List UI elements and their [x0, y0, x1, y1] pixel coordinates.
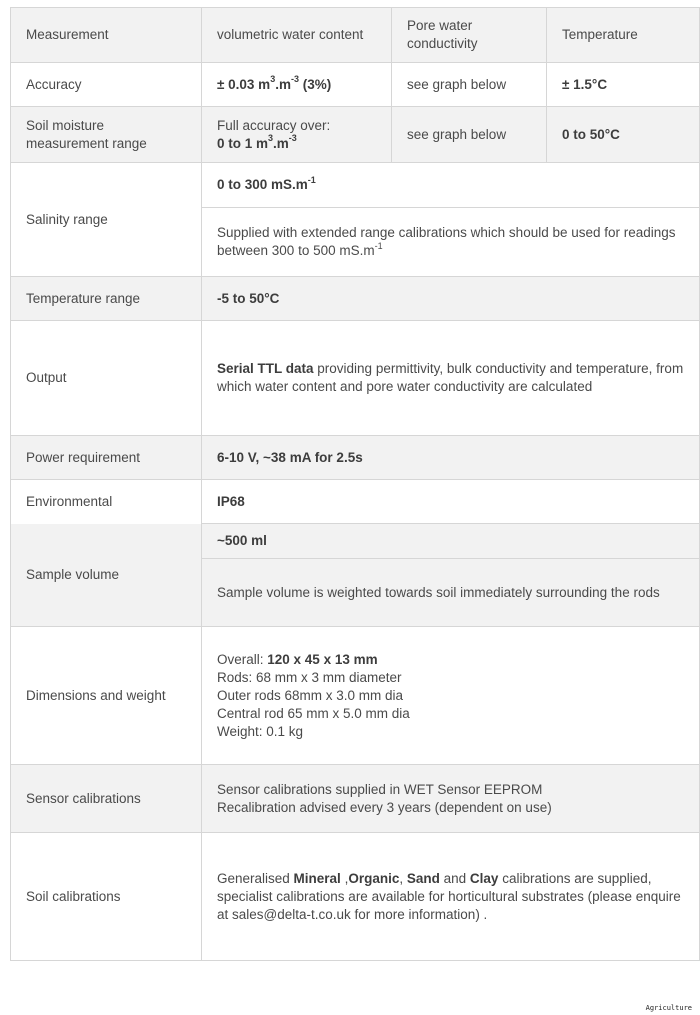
output-row	[11, 321, 700, 436]
header-row	[11, 8, 700, 63]
salinity-label: Salinity range	[11, 163, 202, 277]
temperature-range-label: Temperature range	[11, 277, 202, 321]
header-pwc: Pore water conductivity	[392, 8, 547, 63]
dimensions-value: Overall: 120 x 45 x 13 mm Rods: 68 mm x 3 mm diameter Outer rods 68mm x 3.0 mm dia Central rod 65 mm x 5.0 mm dia Weight: 0.1 kg	[202, 627, 700, 765]
environmental-value: IP68	[202, 480, 700, 524]
soil-range-row	[11, 107, 700, 163]
dimensions-label: Dimensions and weight	[11, 627, 202, 765]
soil-calibrations-value: Generalised Mineral ,Organic, Sand and Clay calibrations are supplied, specialist calibrations are available for horticultural substrates (please enquire at sales@delta-t.co.uk for more information) .	[202, 833, 700, 961]
sample-volume-label: Sample volume	[11, 524, 202, 627]
footer-tag: Agriculture	[645, 1004, 692, 1012]
salinity-row	[11, 163, 700, 208]
power-label: Power requirement	[11, 436, 202, 480]
temperature-range-value: -5 to 50°C	[202, 277, 700, 321]
accuracy-pwc: see graph below	[392, 63, 547, 107]
accuracy-vwc: ± 0.03 $m^3.m^{-3}$ (3%)	[202, 63, 392, 107]
output-value: Serial TTL data providing permittivity, bulk conductivity and temperature, from which water content and pore water conductivity are calculated	[202, 321, 700, 436]
salinity-value: 0 to 300 $mS.m^{-1}$	[202, 163, 700, 208]
soil-range-vwc: Full accuracy over: 0 to 1 $m^3.m^{-3}$	[202, 107, 392, 163]
sensor-calibrations-value: Sensor calibrations supplied in WET Sensor EEPROM Recalibration advised every 3 years (dependent on use)	[202, 765, 700, 833]
environmental-row	[11, 480, 700, 524]
salinity-note: Supplied with extended range calibrations which should be used for readings between 300 to 500 $mS.m^{-1}$	[202, 208, 700, 277]
sample-volume-row	[11, 524, 700, 559]
spec-table	[10, 7, 700, 961]
accuracy-row	[11, 63, 700, 107]
accuracy-temp: ± 1.5°C	[547, 63, 700, 107]
accuracy-label: Accuracy	[11, 63, 202, 107]
sample-volume-value: ~500 ml	[202, 524, 700, 559]
environmental-label: Environmental	[11, 480, 202, 524]
soil-calibrations-label: Soil calibrations	[11, 833, 202, 961]
header-temperature: Temperature	[547, 8, 700, 63]
soil-range-label: Soil moisture measurement range	[11, 107, 202, 163]
sample-volume-note: Sample volume is weighted towards soil immediately surrounding the rods	[202, 559, 700, 627]
header-measurement: Measurement	[11, 8, 202, 63]
output-label: Output	[11, 321, 202, 436]
sensor-calibrations-row	[11, 765, 700, 833]
power-row	[11, 436, 700, 480]
sensor-calibrations-label: Sensor calibrations	[11, 765, 202, 833]
header-vwc: volumetric water content	[202, 8, 392, 63]
soil-calibrations-row	[11, 833, 700, 961]
soil-range-temp: 0 to 50°C	[547, 107, 700, 163]
power-value: 6-10 V, ~38 mA for 2.5s	[202, 436, 700, 480]
temperature-range-row	[11, 277, 700, 321]
dimensions-row	[11, 627, 700, 765]
soil-range-pwc: see graph below	[392, 107, 547, 163]
